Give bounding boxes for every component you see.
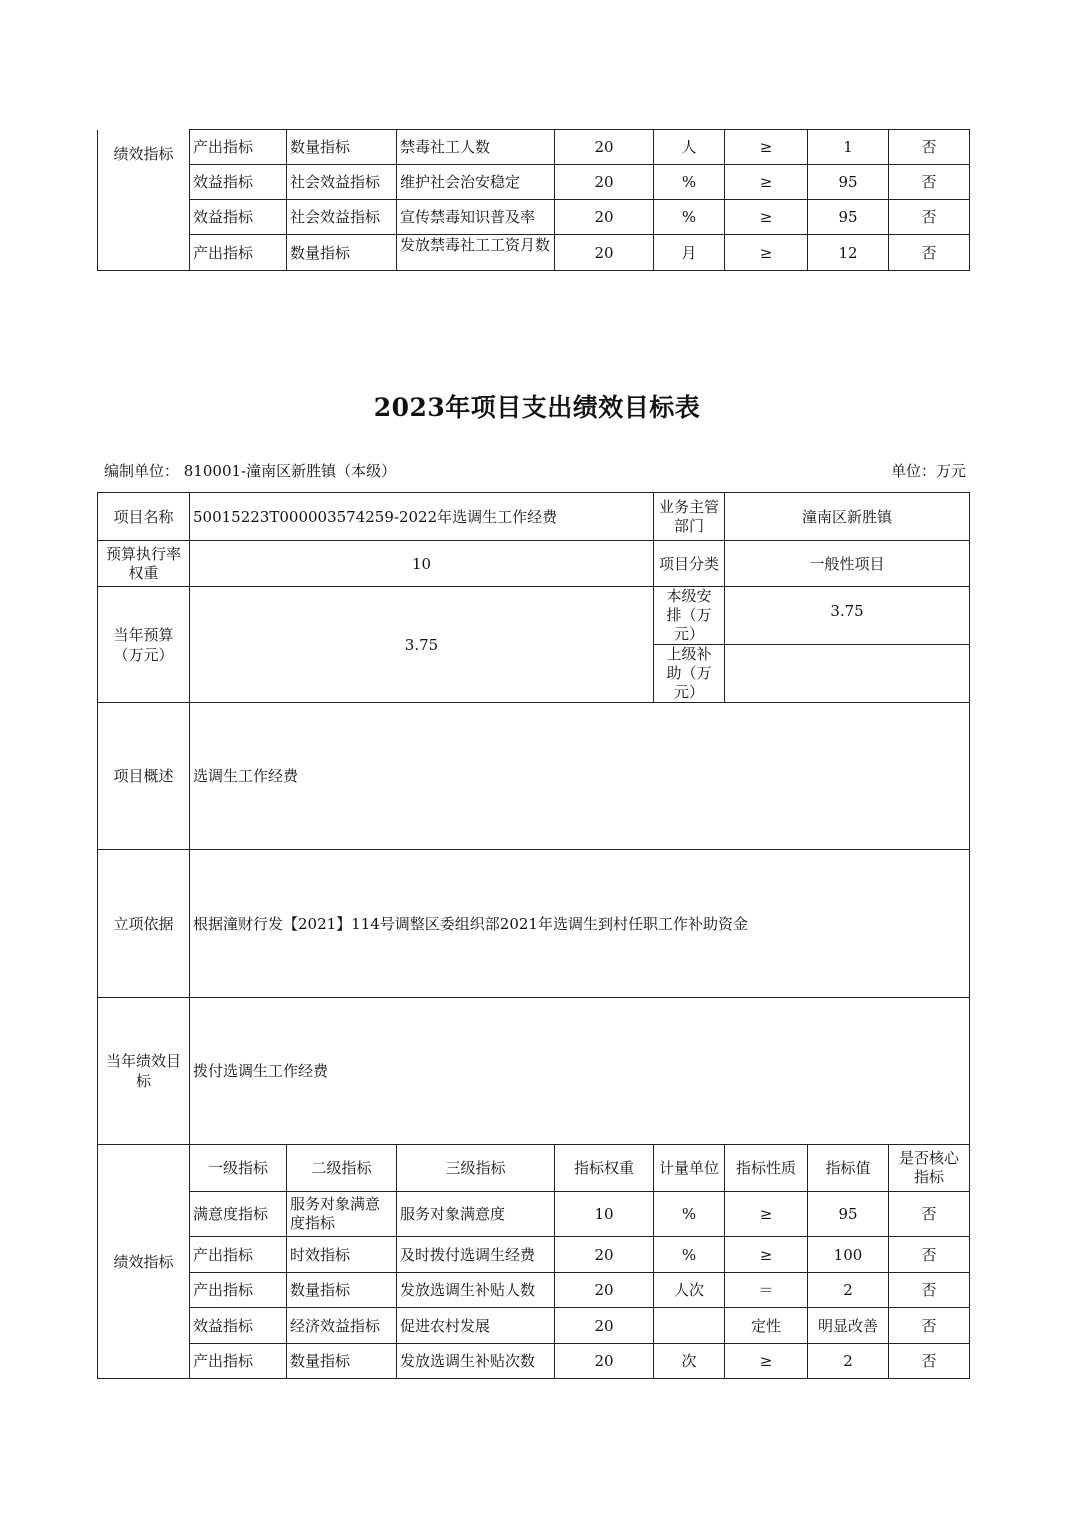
header-cell: 一级指标: [190, 1145, 287, 1192]
basis-label: 立项依据: [98, 850, 190, 998]
weight-cell: 20: [555, 1273, 654, 1308]
weight-cell: 20: [555, 1308, 654, 1344]
weight-cell: 20: [555, 1237, 654, 1273]
performance-target-table: [97, 492, 970, 1379]
level3-cell: 发放禁毒社工工资月数: [397, 235, 555, 271]
indicator-section-label: 绩效指标: [98, 1145, 190, 1379]
table-row: [98, 1344, 970, 1379]
local-label: 本级安排（万元）: [654, 587, 725, 645]
core-cell: 否: [889, 235, 970, 271]
header-cell: 三级指标: [397, 1145, 555, 1192]
core-cell: 否: [889, 200, 970, 235]
category-value: 一般性项目: [725, 541, 970, 587]
level2-cell: 社会效益指标: [287, 200, 397, 235]
dept-label: 业务主管部门: [654, 493, 725, 541]
table-row: [98, 200, 970, 235]
core-cell: 否: [889, 130, 970, 165]
nature-cell: ≥: [725, 130, 808, 165]
overview-value: 选调生工作经费: [190, 703, 970, 850]
level2-cell: 时效指标: [287, 1237, 397, 1273]
level3-cell: 及时拨付选调生经费: [397, 1237, 555, 1273]
table-row: [98, 1192, 970, 1237]
basis-value: 根据潼财行发【2021】114号调整区委组织部2021年选调生到村任职工作补助资金: [190, 850, 970, 998]
level3-cell: 促进农村发展: [397, 1308, 555, 1344]
section-label: 绩效指标: [98, 130, 190, 271]
core-cell: 否: [889, 165, 970, 200]
level2-cell: 服务对象满意度指标: [287, 1192, 397, 1237]
weight-cell: 20: [555, 130, 654, 165]
unit-cell: %: [654, 165, 725, 200]
table-row: [98, 130, 970, 165]
value-cell: 1: [808, 130, 889, 165]
level3-cell: 宣传禁毒知识普及率: [397, 200, 555, 235]
nature-cell: 定性: [725, 1308, 808, 1344]
table-row: [98, 235, 970, 271]
weight-cell: 10: [555, 1192, 654, 1237]
nature-cell: ≥: [725, 235, 808, 271]
project-name-value: 50015223T000003574259-2022年选调生工作经费: [190, 493, 654, 541]
table-row: [98, 998, 970, 1145]
unit-cell: [654, 1308, 725, 1344]
level1-cell: 产出指标: [190, 235, 287, 271]
weight-cell: 20: [555, 200, 654, 235]
table-row: [98, 1308, 970, 1344]
core-cell: 否: [889, 1308, 970, 1344]
level1-cell: 满意度指标: [190, 1192, 287, 1237]
value-cell: 明显改善: [808, 1308, 889, 1344]
nature-cell: ≥: [725, 1237, 808, 1273]
unit-cell: %: [654, 200, 725, 235]
value-cell: 95: [808, 200, 889, 235]
table-row: [98, 587, 970, 645]
table-row: [98, 850, 970, 998]
nature-cell: ＝: [725, 1273, 808, 1308]
core-cell: 否: [889, 1344, 970, 1379]
header-cell: 是否核心指标: [889, 1145, 970, 1192]
top-indicator-table: [97, 129, 970, 271]
upper-label: 上级补助（万元）: [654, 645, 725, 703]
level3-cell: 发放选调生补贴人数: [397, 1273, 555, 1308]
value-cell: 95: [808, 165, 889, 200]
unit-cell: %: [654, 1192, 725, 1237]
table-row: [98, 165, 970, 200]
value-cell: 95: [808, 1192, 889, 1237]
compile-unit: 编制单位： 810001-潼南区新胜镇（本级）: [104, 462, 397, 480]
unit-cell: 次: [654, 1344, 725, 1379]
goal-value: 拨付选调生工作经费: [190, 998, 970, 1145]
header-cell: 二级指标: [287, 1145, 397, 1192]
unit-cell: 人次: [654, 1273, 725, 1308]
unit-cell: %: [654, 1237, 725, 1273]
rate-label: 预算执行率权重: [98, 541, 190, 587]
level2-cell: 数量指标: [287, 1344, 397, 1379]
level2-cell: 数量指标: [287, 130, 397, 165]
header-cell: 指标值: [808, 1145, 889, 1192]
value-cell: 2: [808, 1344, 889, 1379]
value-cell: 12: [808, 235, 889, 271]
nature-cell: ≥: [725, 165, 808, 200]
rate-value: 10: [190, 541, 654, 587]
page-title: 2023年项目支出绩效目标表: [373, 393, 701, 422]
upper-value: [725, 645, 970, 703]
core-cell: 否: [889, 1192, 970, 1237]
level3-cell: 服务对象满意度: [397, 1192, 555, 1237]
level2-cell: 社会效益指标: [287, 165, 397, 200]
nature-cell: ≥: [725, 200, 808, 235]
level3-cell: 禁毒社工人数: [397, 130, 555, 165]
level1-cell: 效益指标: [190, 165, 287, 200]
table-row: [98, 541, 970, 587]
unit-label: 单位：万元: [890, 462, 966, 480]
table-row: [98, 1273, 970, 1308]
budget-label: 当年预算（万元）: [98, 587, 190, 703]
level1-cell: 产出指标: [190, 1344, 287, 1379]
level2-cell: 经济效益指标: [287, 1308, 397, 1344]
level1-cell: 产出指标: [190, 1273, 287, 1308]
weight-cell: 20: [555, 235, 654, 271]
header-cell: 指标性质: [725, 1145, 808, 1192]
value-cell: 2: [808, 1273, 889, 1308]
header-cell: 计量单位: [654, 1145, 725, 1192]
overview-label: 项目概述: [98, 703, 190, 850]
header-cell: 指标权重: [555, 1145, 654, 1192]
goal-label: 当年绩效目标: [98, 998, 190, 1145]
indicator-header-row: [98, 1145, 970, 1192]
dept-value: 潼南区新胜镇: [725, 493, 970, 541]
level1-cell: 效益指标: [190, 200, 287, 235]
level1-cell: 效益指标: [190, 1308, 287, 1344]
core-cell: 否: [889, 1237, 970, 1273]
weight-cell: 20: [555, 165, 654, 200]
category-label: 项目分类: [654, 541, 725, 587]
weight-cell: 20: [555, 1344, 654, 1379]
table-row: [98, 493, 970, 541]
nature-cell: ≥: [725, 1192, 808, 1237]
table-row: [98, 1237, 970, 1273]
project-name-label: 项目名称: [98, 493, 190, 541]
nature-cell: ≥: [725, 1344, 808, 1379]
level1-cell: 产出指标: [190, 130, 287, 165]
budget-value: 3.75: [190, 587, 654, 703]
unit-cell: 月: [654, 235, 725, 271]
level2-cell: 数量指标: [287, 1273, 397, 1308]
level3-cell: 维护社会治安稳定: [397, 165, 555, 200]
value-cell: 100: [808, 1237, 889, 1273]
level2-cell: 数量指标: [287, 235, 397, 271]
level1-cell: 产出指标: [190, 1237, 287, 1273]
level3-cell: 发放选调生补贴次数: [397, 1344, 555, 1379]
core-cell: 否: [889, 1273, 970, 1308]
unit-cell: 人: [654, 130, 725, 165]
local-value: 3.75: [725, 587, 970, 645]
table-row: [98, 703, 970, 850]
